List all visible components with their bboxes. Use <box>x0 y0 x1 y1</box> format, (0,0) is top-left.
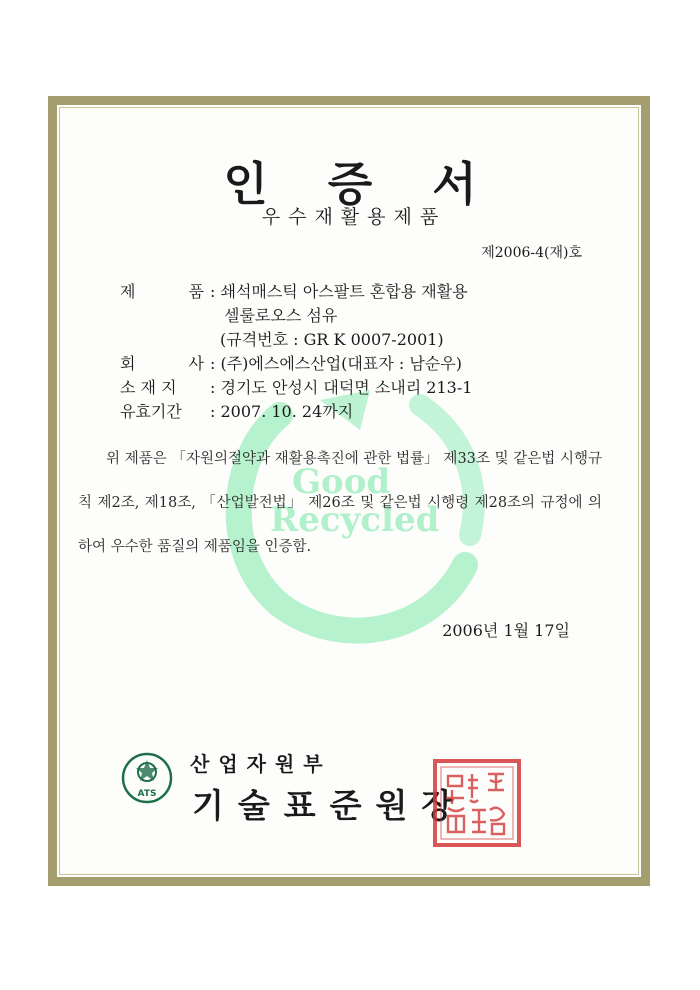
company-value: (주)에스에스산업(대표자 : 남순우) <box>220 354 462 373</box>
issuer-ministry: 산업자원부 <box>190 752 332 776</box>
ats-logo-icon <box>121 752 173 804</box>
product-name: 쇄석매스틱 아스팔트 혼합용 재활용 <box>220 282 468 301</box>
official-seal-stamp <box>432 758 522 848</box>
certificate-body-text: 위 제품은 「자원의절약과 재활용촉진에 관한 법률」 제33조 및 같은법 시행규칙 제2조, 제18조, 「산업발전법」 제26조 및 같은법 시행령 제28조의 규정에 의하여 우수한 품질의 제품임을 인증함. <box>78 451 602 555</box>
location-label: 소 재 지 <box>120 378 177 397</box>
watermark-line1: Good <box>292 462 391 502</box>
product-label: 제 품 <box>120 282 204 301</box>
product-value-line2: 셀룰로오스 섬유 <box>224 306 338 325</box>
watermark-line2: Recycled <box>270 500 440 540</box>
ats-logo-text: ATS <box>137 789 157 799</box>
certificate-subtitle: 우수재활용제품 <box>261 206 447 228</box>
certificate-number: 제2006-4(재)호 <box>481 245 582 261</box>
location-value: 경기도 안성시 대덕면 소내리 213-1 <box>220 378 473 397</box>
product-value-line1: : 쇄석매스틱 아스팔트 혼합용 재활용 <box>210 282 468 301</box>
company-label: 회 사 <box>120 354 204 373</box>
certificate-title: 인 증 서 <box>223 157 499 211</box>
validity-label: 유효기간 <box>120 402 182 421</box>
issue-date: 2006년 1월 17일 <box>442 621 570 640</box>
certificate-body <box>78 437 602 569</box>
issuer-agency: 기술표준원장 <box>192 786 468 825</box>
product-standard-number: (규격번호 : GR K 0007-2001) <box>220 330 444 349</box>
validity-value: 2007. 10. 24까지 <box>220 402 354 421</box>
